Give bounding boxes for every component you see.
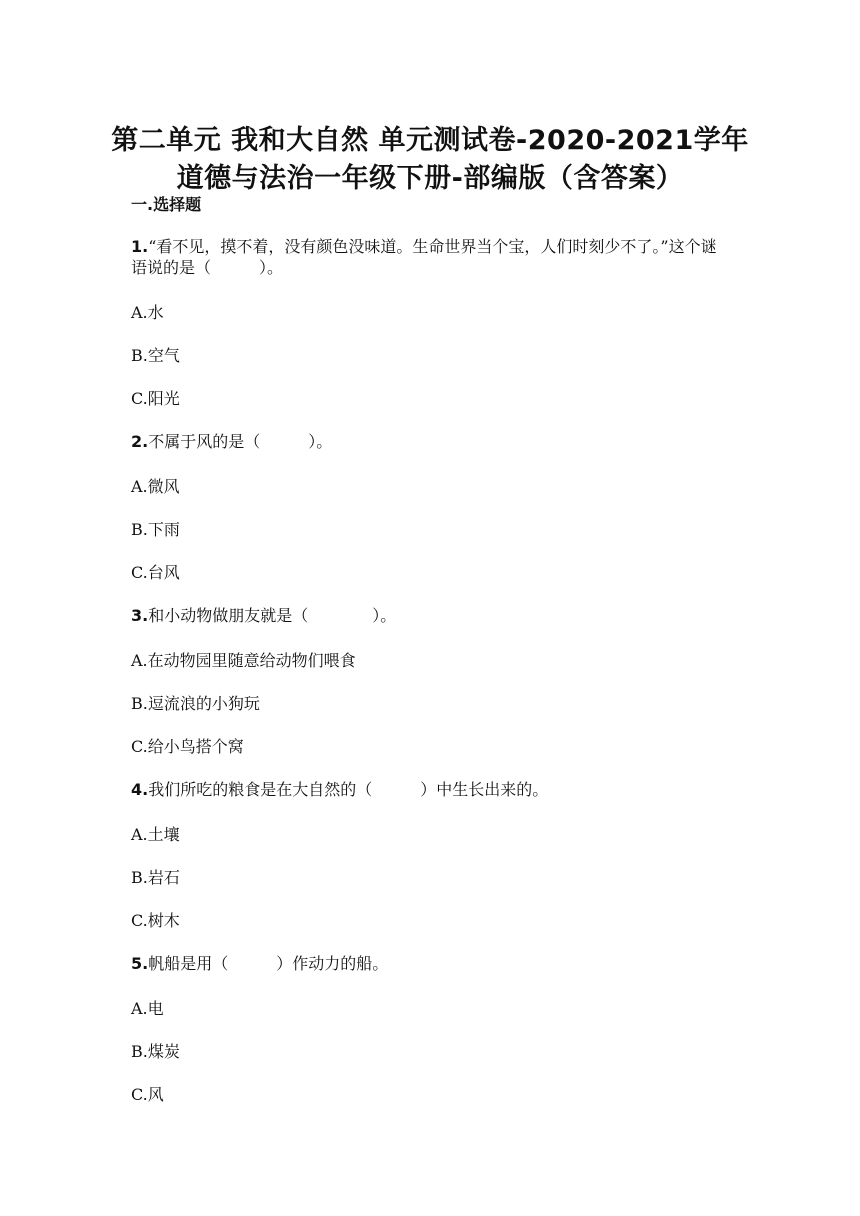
answer-option-c: C.风	[131, 1085, 164, 1104]
answer-option-b: B.逗流浪的小狗玩	[131, 694, 260, 713]
question-1	[131, 236, 731, 409]
question-stem	[131, 236, 731, 278]
question-stem	[131, 779, 731, 800]
answer-option-b: B.煤炭	[131, 1042, 180, 1061]
question-stem	[131, 605, 731, 626]
answer-option-a: A.土壤	[131, 825, 180, 844]
answer-option-b: B.岩石	[131, 868, 180, 887]
question-number: 1.	[131, 237, 149, 256]
section-heading-multiple-choice: 一.选择题	[131, 195, 202, 214]
answer-option-c: C.树木	[131, 911, 180, 930]
question-number: 3.	[131, 606, 149, 625]
question-number: 4.	[131, 780, 149, 799]
question-text: 和小动物做朋友就是（ ）。	[148, 606, 397, 625]
exam-title-line-2: 道德与法治一年级下册-部编版（含答案）	[176, 163, 684, 195]
answer-option-a: A.微风	[131, 477, 180, 496]
question-list	[131, 236, 731, 1105]
answer-option-c: C.阳光	[131, 389, 180, 408]
question-text: 不属于风的是（ ）。	[148, 432, 333, 451]
question-stem	[131, 953, 731, 974]
question-text: 我们所吃的粮食是在大自然的（ ）中生长出来的。	[148, 780, 549, 799]
answer-option-a: A.电	[131, 999, 164, 1018]
exam-title-line-1: 第二单元 我和大自然 单元测试卷-2020-2021学年	[111, 125, 749, 157]
answer-option-a: A.在动物园里随意给动物们喂食	[131, 651, 356, 670]
answer-option-b: B.下雨	[131, 520, 180, 539]
answer-option-b: B.空气	[131, 346, 180, 365]
question-stem	[131, 431, 731, 452]
question-number: 5.	[131, 954, 149, 973]
answer-option-c: C.给小鸟搭个窝	[131, 737, 244, 756]
question-5	[131, 953, 731, 1105]
answer-option-c: C.台风	[131, 563, 180, 582]
question-number: 2.	[131, 432, 149, 451]
answer-option-a: A.水	[131, 303, 164, 322]
question-3	[131, 605, 731, 757]
question-text: 帆船是用（ ）作动力的船。	[148, 954, 389, 973]
question-2	[131, 431, 731, 583]
question-4	[131, 779, 731, 931]
question-text: “看不见，摸不着，没有颜色没味道。生命世界当个宝，人们时刻少不了。”这个谜语说的是（ ）。	[131, 237, 717, 277]
exam-title	[0, 122, 860, 198]
